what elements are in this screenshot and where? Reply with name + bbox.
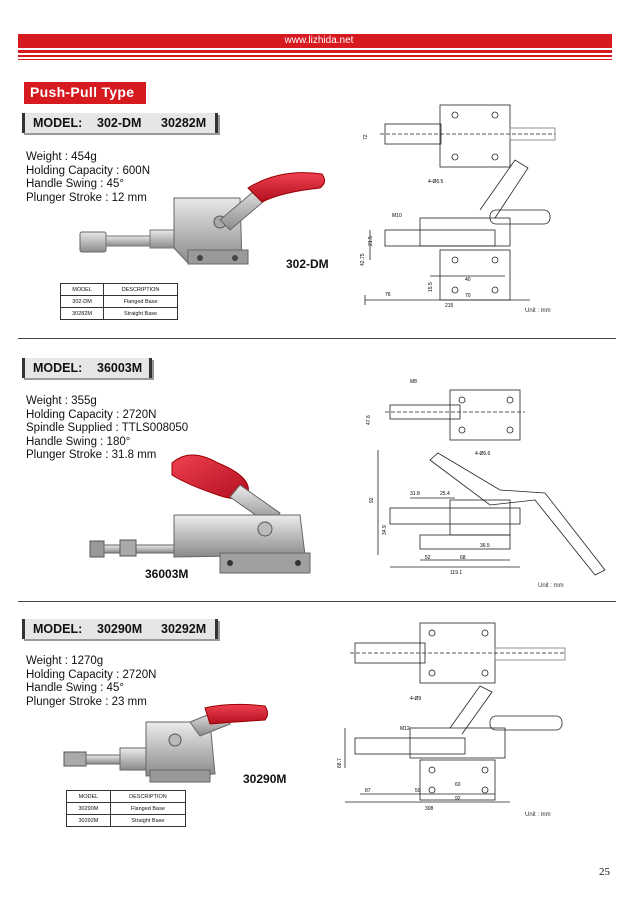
spec-line: Plunger Stroke : 31.8 mm bbox=[26, 449, 157, 462]
model-table bbox=[66, 790, 186, 827]
technical-drawing bbox=[360, 375, 610, 590]
dimension: 21.5 bbox=[368, 236, 374, 246]
photo-label: 36003M bbox=[145, 567, 189, 581]
unit-note: Unit : mm bbox=[525, 308, 551, 314]
spec-line: Spindle Supplied : TTLS008050 bbox=[26, 422, 189, 435]
model-number: 30290M bbox=[97, 622, 143, 636]
header-stripe bbox=[18, 50, 612, 53]
spec-line: Handle Swing : 180° bbox=[26, 435, 131, 448]
model-bar bbox=[22, 113, 218, 133]
dimension: 68 bbox=[460, 555, 466, 561]
product-photo bbox=[80, 445, 320, 575]
dimension: 4-Ø6.5 bbox=[428, 179, 444, 185]
dimension: 70 bbox=[465, 293, 471, 299]
dimension: 15.5 bbox=[428, 282, 434, 292]
dimension: 47.6 bbox=[366, 415, 372, 425]
dimension: 60 bbox=[455, 782, 461, 788]
dimension: 87 bbox=[365, 788, 371, 794]
dimension: M12 bbox=[400, 726, 410, 732]
dimension: 92 bbox=[369, 497, 375, 503]
dimension: M10 bbox=[392, 213, 402, 219]
model-number: 36003M bbox=[97, 361, 143, 375]
model-bar bbox=[22, 619, 218, 639]
table-row bbox=[61, 308, 178, 320]
section-divider bbox=[18, 601, 616, 602]
model-label: MODEL: bbox=[33, 622, 83, 636]
dimension: 119.1 bbox=[450, 570, 463, 576]
dimension: 72 bbox=[363, 134, 369, 140]
table-cell: 30292M bbox=[67, 815, 111, 827]
spec-line: Plunger Stroke : 12 mm bbox=[26, 191, 147, 204]
dimension: 4-Ø6.6 bbox=[475, 451, 491, 457]
dimension: 92 bbox=[455, 796, 461, 802]
technical-drawing bbox=[340, 100, 560, 320]
section-divider bbox=[18, 338, 616, 339]
model-number: 30282M bbox=[161, 116, 207, 130]
table-row bbox=[67, 815, 186, 827]
unit-note: Unit : mm bbox=[525, 812, 551, 818]
model-table bbox=[60, 283, 178, 320]
dimension: 52 bbox=[425, 555, 431, 561]
dimension: 31.8 bbox=[410, 491, 420, 497]
table-cell: 30290M bbox=[67, 803, 111, 815]
dimension: 4-Ø9 bbox=[410, 696, 422, 702]
page-number: 25 bbox=[599, 866, 610, 878]
spec-line: Holding Capacity : 2720N bbox=[26, 668, 157, 681]
dimension: 68.7 bbox=[337, 758, 343, 768]
table-header: MODEL bbox=[61, 284, 104, 296]
dimension: 215 bbox=[445, 303, 454, 309]
table-row bbox=[61, 296, 178, 308]
spec-line: Weight : 1270g bbox=[26, 655, 104, 667]
spec-line: Plunger Stroke : 23 mm bbox=[26, 695, 147, 708]
dimension: 76 bbox=[385, 292, 391, 298]
unit-note: Unit : mm bbox=[538, 583, 564, 589]
spec-line: Handle Swing : 45° bbox=[26, 178, 124, 191]
header-stripe bbox=[18, 59, 612, 60]
spec-line: Holding Capacity : 2720N bbox=[26, 408, 157, 421]
table-cell: Straight Base bbox=[110, 815, 185, 827]
website-url[interactable]: www.lizhida.net bbox=[284, 35, 354, 46]
photo-label: 302-DM bbox=[286, 257, 329, 271]
dimension: 36.5 bbox=[480, 543, 490, 549]
section-title-underline bbox=[24, 102, 146, 104]
section-title: Push-Pull Type bbox=[24, 82, 146, 102]
spec-line: Handle Swing : 45° bbox=[26, 682, 124, 695]
spec-line: Holding Capacity : 600N bbox=[26, 164, 151, 177]
photo-label: 30290M bbox=[243, 772, 287, 786]
spec-line: Weight : 355g bbox=[26, 395, 97, 407]
table-row bbox=[67, 803, 186, 815]
model-number: 302-DM bbox=[97, 116, 142, 130]
dimension: 25.4 bbox=[440, 491, 450, 497]
technical-drawing bbox=[330, 618, 570, 818]
header-stripe bbox=[18, 55, 612, 57]
dimension: 40 bbox=[465, 277, 471, 283]
dimension: 34.9 bbox=[382, 525, 388, 535]
model-number: 30292M bbox=[161, 622, 207, 636]
table-header: MODEL bbox=[67, 791, 111, 803]
table-cell: 302-DM bbox=[61, 296, 104, 308]
spec-line: Weight : 454g bbox=[26, 151, 97, 163]
table-cell: Straight Base bbox=[104, 308, 178, 320]
model-bar bbox=[22, 358, 152, 378]
dimension: M8 bbox=[410, 379, 417, 385]
table-header: DESCRIPTION bbox=[104, 284, 178, 296]
table-cell: Flanged Base bbox=[104, 296, 178, 308]
table-cell: Flanged Base bbox=[110, 803, 185, 815]
table-header: DESCRIPTION bbox=[110, 791, 185, 803]
dimension: 308 bbox=[425, 806, 434, 812]
model-label: MODEL: bbox=[33, 361, 83, 375]
table-cell: 30282M bbox=[61, 308, 104, 320]
model-label: MODEL: bbox=[33, 116, 83, 130]
dimension: 42.75 bbox=[360, 253, 366, 266]
dimension: 50 bbox=[415, 788, 421, 794]
